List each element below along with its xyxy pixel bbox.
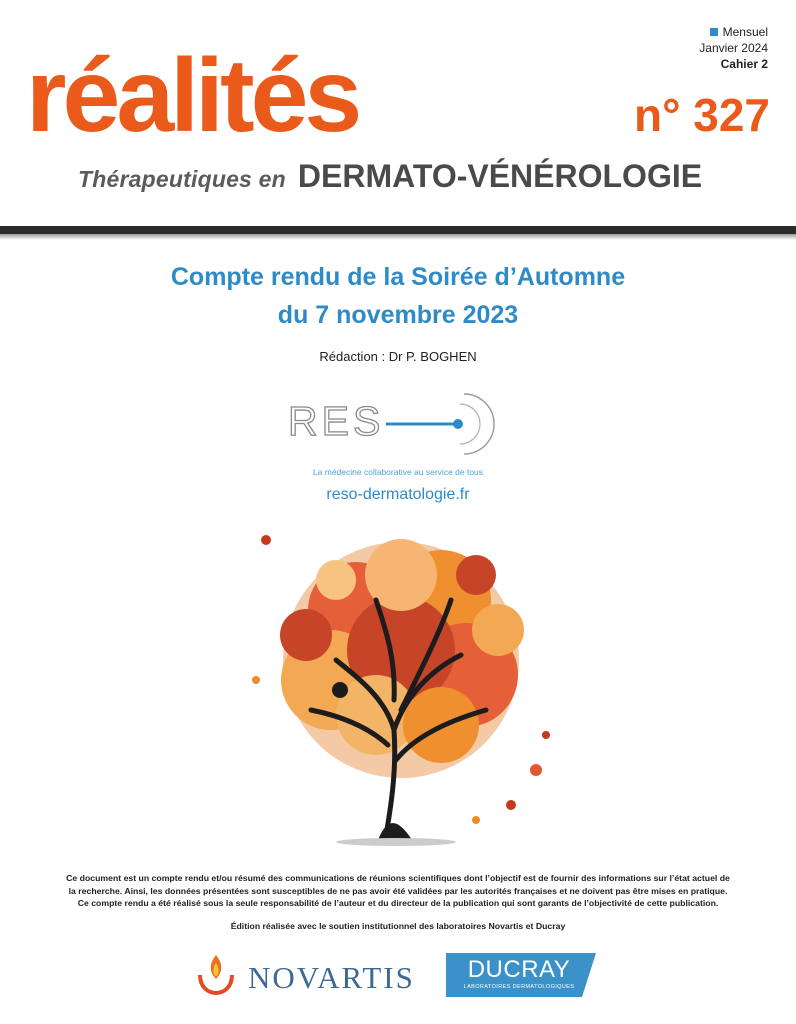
- reso-logo-wordmark: RES: [288, 398, 385, 444]
- issue-date: Janvier 2024: [699, 41, 768, 55]
- disclaimer: [20, 872, 776, 910]
- novartis-flame-icon: [196, 951, 236, 995]
- novartis-wordmark: NOVARTIS: [248, 960, 415, 995]
- report-title-line1: Compte rendu de la Soirée d’Automne: [170, 263, 626, 291]
- reso-tagline: La médecine collaborative au service de tous: [312, 467, 484, 477]
- issue-number: n° 327: [633, 89, 770, 141]
- frequency-label: Mensuel: [722, 25, 768, 39]
- header-divider-shadow: [0, 234, 796, 240]
- magazine-title: réalités: [26, 38, 359, 154]
- disclaimer-line2: la recherche. Ainsi, les données présentées sont susceptibles de ne pas avoir été validées par les autorités françaises et ne doivent pas être mises en pratique.: [68, 885, 728, 896]
- masthead: [0, 0, 796, 228]
- header-divider: [0, 226, 796, 234]
- autumn-tree-icon: [236, 520, 566, 850]
- disclaimer-line3: Ce compte rendu a été réalisé sous la seule responsabilité de l’auteur et du directeur de la publication qui sont garants de l’objectivité de cette publication.: [77, 898, 719, 908]
- issue-meta: [699, 24, 768, 72]
- ducray-logo: [446, 953, 596, 997]
- ducray-subline: LABORATOIRES DERMATOLOGIQUES: [463, 984, 575, 990]
- cahier-label: Cahier 2: [720, 57, 768, 71]
- subtitle-specialty: DERMATO-VÉNÉROLOGIE: [297, 158, 703, 194]
- subtitle-italic: Thérapeutiques en: [78, 166, 286, 192]
- reso-logo: [288, 386, 510, 464]
- reso-url: reso-dermatologie.fr: [326, 486, 470, 503]
- sponsor-note: Édition réalisée avec le soutien institutionnel des laboratoires Novartis et Ducray: [230, 921, 566, 931]
- report-title: [0, 258, 796, 334]
- square-bullet-icon: [710, 28, 718, 36]
- novartis-logo: [196, 951, 436, 997]
- ducray-wordmark: DUCRAY: [467, 956, 571, 983]
- disclaimer-line1: Ce document est un compte rendu et/ou résumé des communications de réunions scientifiques dont l’objectif est de fournir des informations sur l’état actuel de: [66, 873, 730, 883]
- report-title-line2: du 7 novembre 2023: [277, 301, 519, 329]
- redaction-credit: Rédaction : Dr P. BOGHEN: [319, 349, 477, 364]
- magazine-subtitle: [78, 158, 702, 195]
